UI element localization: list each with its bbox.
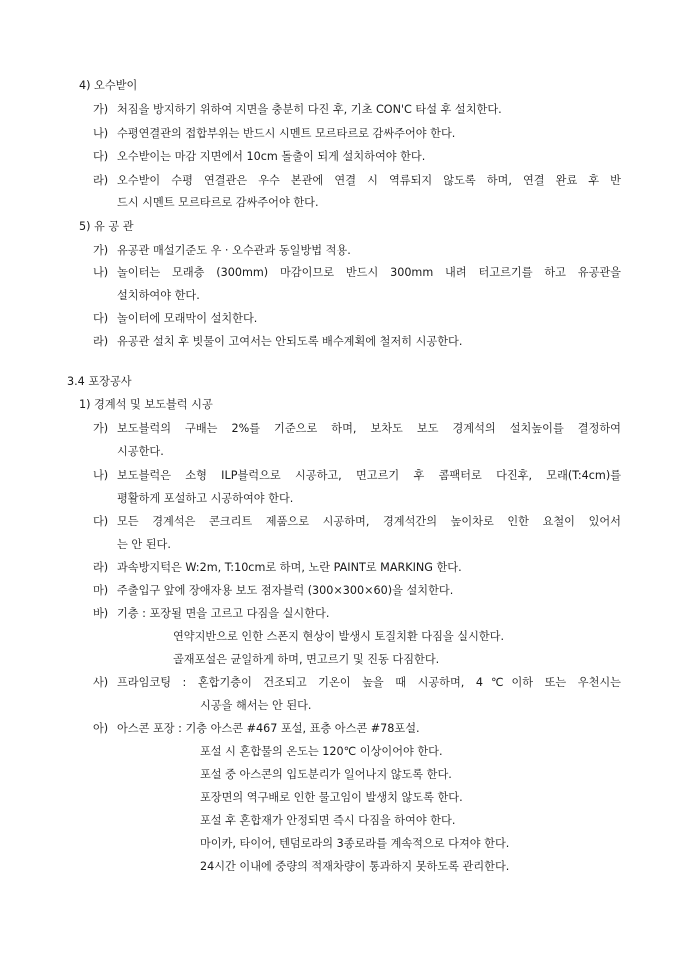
- item-text-cont: 포장면의 역구배로 인한 물고임이 발생치 않도록 한다.: [200, 791, 463, 804]
- item-text: 주출입구 앞에 장애자용 보도 점자블럭 (300×300×60)을 설치한다.: [117, 584, 454, 597]
- item-marker: 다): [93, 150, 109, 163]
- item-text-cont: 포설 후 혼합재가 안정되면 즉시 다짐을 하여야 한다.: [200, 814, 456, 827]
- item-text: 아스콘 포장 : 기층 아스콘 #467 포설, 표층 아스콘 #78포설.: [117, 722, 420, 735]
- item-text: 오수받이 수평 연결관은 우수 본관에 연결 시 역류되지 않도록 하며, 연결 완료 후 반: [117, 174, 621, 187]
- item-text-cont: 시공한다.: [117, 445, 164, 458]
- item-marker: 나): [93, 469, 109, 482]
- item-text-cont: 골재포설은 균일하게 하며, 면고르기 및 진동 다짐한다.: [173, 653, 440, 666]
- item-text: 보도블럭은 소형 ILP블럭으로 시공하고, 면고르기 후 콤팩터로 다진후, 모래(T:4cm)를: [117, 469, 621, 482]
- item-marker: 아): [93, 722, 109, 735]
- item-marker: 가): [93, 244, 109, 257]
- item-text-cont: 설치하여야 한다.: [117, 289, 200, 302]
- item-text: 오수받이는 마감 지면에서 10cm 돌출이 되게 설치하여야 한다.: [117, 150, 426, 163]
- item-marker: 라): [93, 174, 109, 187]
- item-marker: 다): [93, 515, 109, 528]
- item-marker: 사): [93, 676, 109, 689]
- item-text-cont: 포설 시 혼합물의 온도는 120℃ 이상이어야 한다.: [200, 745, 443, 758]
- item-text: 과속방지턱은 W:2m, T:10cm로 하며, 노란 PAINT로 MARKING 한다.: [117, 561, 462, 574]
- item-text-cont: 드시 시멘트 모르타르로 감싸주어야 한다.: [117, 196, 319, 209]
- item-marker: 마): [93, 584, 109, 597]
- item-text-cont: 포설 중 아스콘의 입도분리가 일어나지 않도록 한다.: [200, 768, 452, 781]
- item-text: 보도블럭의 구배는 2%를 기준으로 하며, 보차도 보도 경계석의 설치높이를 결정하여: [117, 422, 621, 435]
- item-text-cont: 연약지반으로 인한 스폰지 현상이 발생시 토질치환 다짐을 실시한다.: [173, 630, 505, 643]
- item-text: 유공관 매설기준도 우 · 오수관과 동일방법 적용.: [117, 244, 351, 257]
- item-text: 모든 경계석은 콘크리트 제품으로 시공하며, 경계석간의 높이차로 인한 요철이 있어서: [117, 515, 621, 528]
- item-marker: 가): [93, 422, 109, 435]
- item-marker: 라): [93, 335, 109, 348]
- section-3-4-title: 3.4 포장공사: [67, 375, 132, 388]
- item-text: 프라임코팅 : 혼합기층이 건조되고 기온이 높을 때 시공하며, 4℃이하 또는 우천시는: [117, 676, 621, 689]
- item-text: 수평연결관의 접합부위는 반드시 시멘트 모르타르로 감싸주어야 한다.: [117, 127, 456, 140]
- item-text: 놀이터에 모래막이 설치한다.: [117, 312, 258, 325]
- item-text-cont: 24시간 이내에 중량의 적재차량이 통과하지 못하도록 관리한다.: [200, 860, 510, 873]
- subsection-1-title: 1) 경계석 및 보도블럭 시공: [79, 398, 213, 411]
- item-text-cont: 마이카, 타이어, 텐덤로라의 3종로라를 계속적으로 다져야 한다.: [200, 837, 510, 850]
- item-marker: 나): [93, 127, 109, 140]
- item-text: 기층 : 포장될 면을 고르고 다짐을 실시한다.: [117, 607, 330, 620]
- item-text-cont: 평활하게 포설하고 시공하여야 한다.: [117, 492, 294, 505]
- item-marker: 다): [93, 312, 109, 325]
- section-4-title: 4) 오수받이: [79, 79, 138, 92]
- section-5-title: 5) 유 공 관: [79, 220, 134, 233]
- item-marker: 나): [93, 266, 109, 279]
- item-text-cont: 시공을 해서는 안 된다.: [200, 699, 312, 712]
- item-marker: 가): [93, 103, 109, 116]
- item-marker: 라): [93, 561, 109, 574]
- item-text: 유공관 설치 후 빗물이 고여서는 안되도록 배수계획에 철저히 시공한다.: [117, 335, 463, 348]
- item-marker: 바): [93, 607, 109, 620]
- item-text-cont: 는 안 된다.: [117, 538, 171, 551]
- item-text: 놀이터는 모래층 (300mm) 마감이므로 반드시 300mm 내려 터고르기를 하고 유공관을: [117, 266, 621, 279]
- item-text: 처짐을 방지하기 위하여 지면을 충분히 다진 후, 기초 CON'C 타설 후 설치한다.: [117, 103, 502, 116]
